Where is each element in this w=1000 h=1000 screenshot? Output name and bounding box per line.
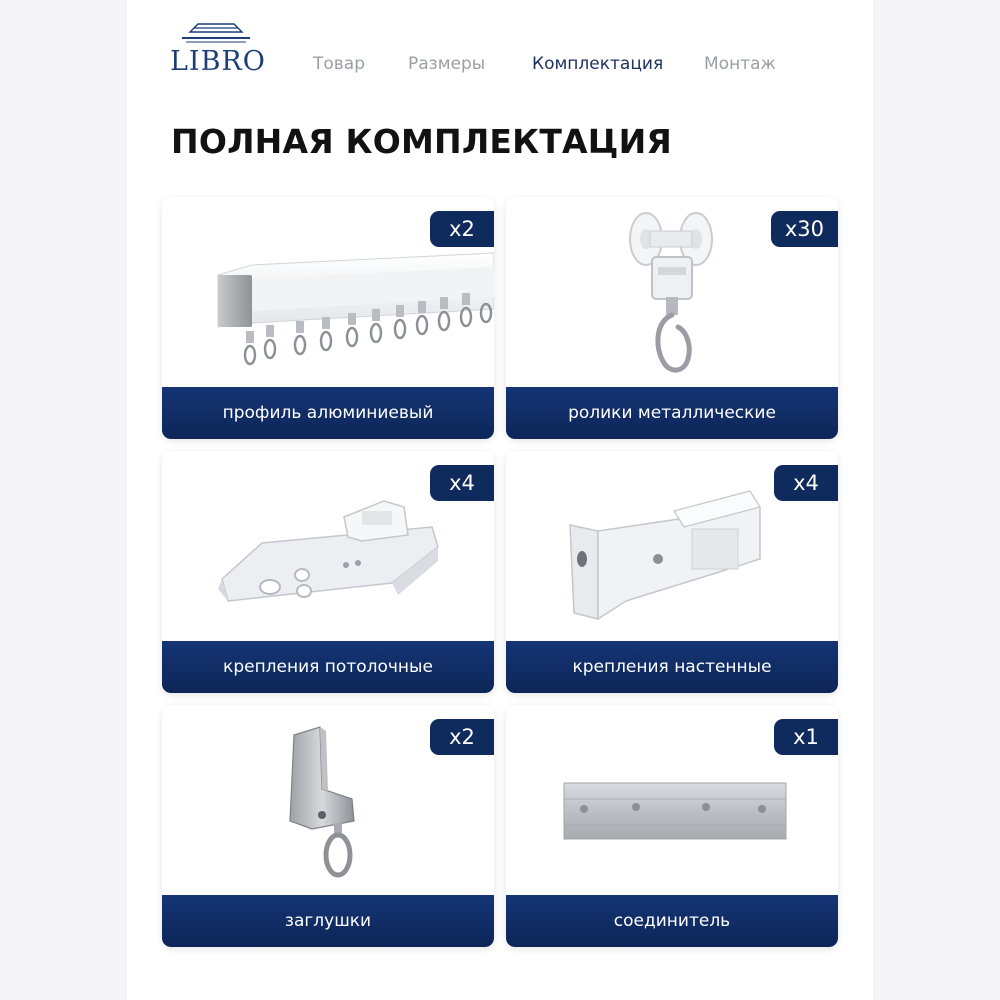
- kit-item-card: [506, 197, 838, 439]
- item-caption: заглушки: [162, 895, 494, 947]
- kit-item-card: [162, 451, 494, 693]
- page-title: ПОЛНАЯ КОМПЛЕКТАЦИЯ: [171, 122, 673, 161]
- logo-text: LIBRO: [170, 46, 266, 77]
- item-caption: крепления потолочные: [162, 641, 494, 693]
- item-caption: соединитель: [506, 895, 838, 947]
- item-caption: крепления настенные: [506, 641, 838, 693]
- item-caption: профиль алюминиевый: [162, 387, 494, 439]
- quantity-badge: x30: [771, 211, 838, 247]
- nav-tab-installation[interactable]: Монтаж: [704, 54, 776, 74]
- kit-item-card: [162, 197, 494, 439]
- quantity-badge: x1: [774, 719, 838, 755]
- quantity-badge: x4: [430, 465, 494, 501]
- nav-tab-product[interactable]: Товар: [313, 54, 366, 74]
- nav-tab-kit[interactable]: Комплектация: [532, 54, 664, 74]
- quantity-badge: x2: [430, 211, 494, 247]
- brand-logo[interactable]: [170, 20, 266, 78]
- quantity-badge: x4: [774, 465, 838, 501]
- quantity-badge: x2: [430, 719, 494, 755]
- kit-item-card: [506, 705, 838, 947]
- item-caption: ролики металлические: [506, 387, 838, 439]
- kit-item-card: [506, 451, 838, 693]
- logo-roof-icon: [176, 20, 256, 46]
- kit-item-card: [162, 705, 494, 947]
- nav-tab-sizes[interactable]: Размеры: [408, 54, 486, 74]
